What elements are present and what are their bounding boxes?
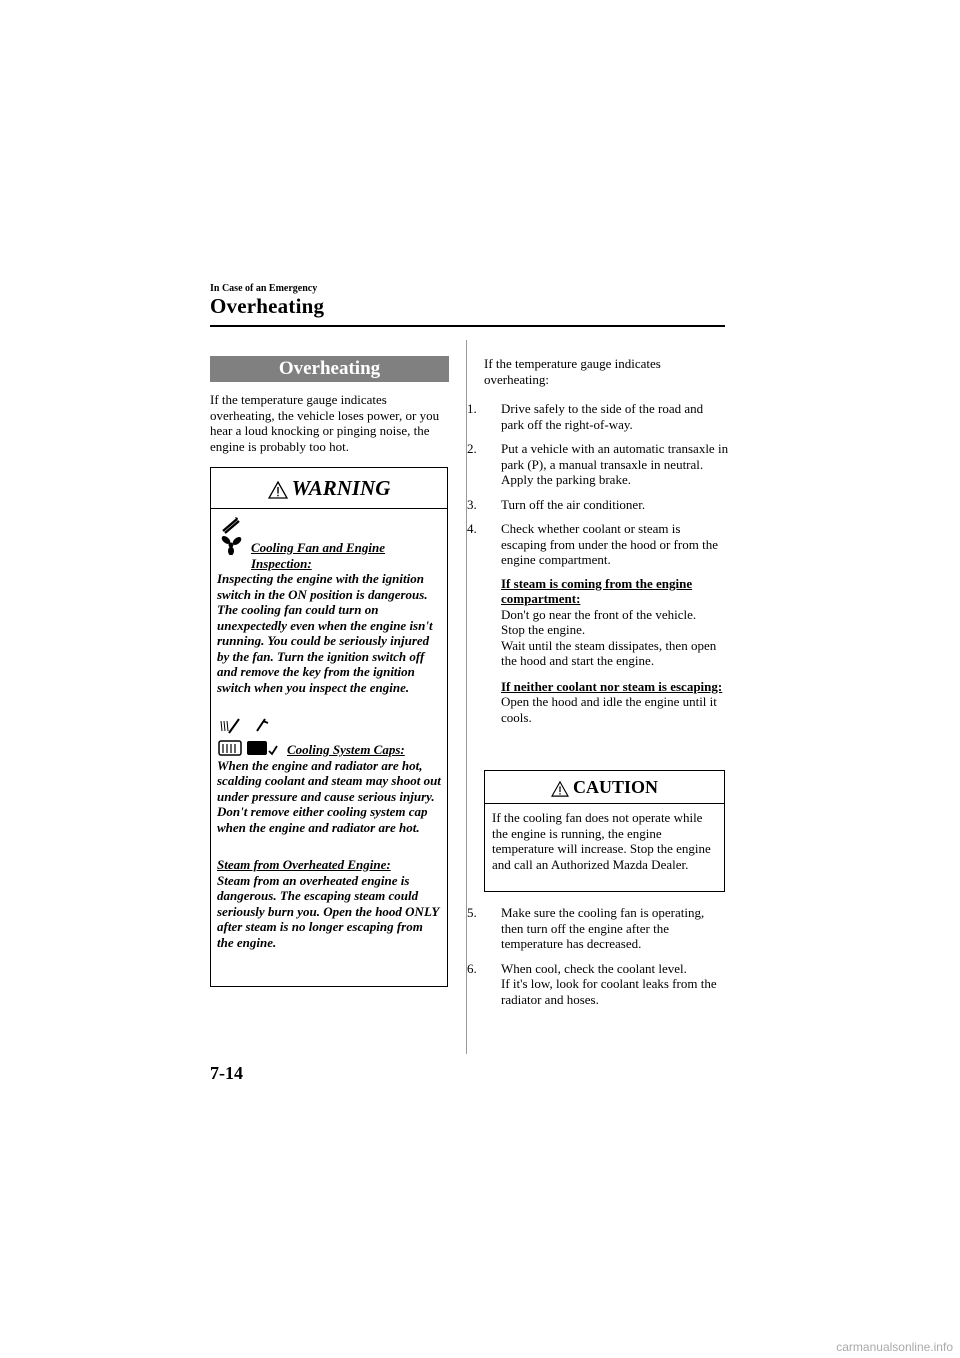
warning-item-fan (217, 515, 442, 695)
step-item (467, 441, 729, 488)
step-number: 6. (467, 960, 477, 976)
step-extra: Apply the parking brake. (501, 472, 631, 487)
step-item (467, 960, 729, 1008)
steps-list-continued (467, 905, 729, 1016)
right-intro: If the temperature gauge indicates overheating: (484, 356, 661, 387)
step-number: 3. (467, 496, 477, 512)
step-number: 2. (467, 441, 477, 456)
warning-caps-text: When the engine and radiator are hot, scalding coolant and steam may shoot out under pressure and cause serious injury. Don't remove either cooling system cap when the engine and radiator are hot. (217, 757, 441, 835)
sub-heading: If neither coolant nor steam is escaping: (501, 678, 723, 694)
warning-body (211, 509, 447, 950)
sub-line: Wait until the steam dissipates, then open the hood and start the engine. (501, 637, 717, 668)
title-rule (210, 325, 725, 327)
coolant-cap-icon (245, 717, 279, 757)
caution-box (484, 770, 725, 892)
watermark-text: carmanualsonline.info (836, 1340, 953, 1354)
warning-triangle-icon (268, 481, 288, 499)
sub-heading: If steam is coming from the engine compartment: (501, 575, 693, 606)
sub-line: Open the hood and idle the engine until it cools. (501, 694, 717, 725)
warning-label: WARNING (291, 476, 391, 500)
warning-caps-title: Cooling System Caps: (287, 742, 405, 757)
step-extra: If it's low, look for coolant leaks from the radiator and hoses. (501, 976, 717, 1007)
radiator-cap-icon (217, 717, 243, 757)
step-text: When cool, check the coolant level. (501, 960, 687, 976)
warning-header (211, 468, 447, 509)
step-number: 4. (467, 521, 477, 536)
sub-block-steam (484, 576, 729, 669)
caution-triangle-icon (551, 781, 569, 797)
step-item (467, 401, 729, 432)
step-text: Turn off the air conditioner. (501, 496, 646, 512)
caution-label: CAUTION (572, 777, 658, 797)
warning-item-caps (217, 717, 442, 835)
caution-text: If the cooling fan does not operate while the engine is running, the engine temperature will increase. Stop the engine and call an Authorized Mazda Dealer. (492, 810, 711, 872)
step-text: Check whether coolant or steam is escaping from under the hood or from the engine compartment. (501, 521, 718, 567)
sub-line: Don't go near the front of the vehicle. (501, 606, 697, 622)
step-text: Drive safely to the side of the road and park off the right-of-way. (501, 401, 704, 432)
section-heading: Overheating (210, 356, 449, 382)
page-number: 7-14 (210, 1063, 243, 1083)
sub-line: Stop the engine. (501, 622, 586, 637)
steps-list (467, 401, 729, 568)
caution-header (485, 771, 724, 804)
warning-fan-text: Inspecting the engine with the ignition switch in the ON position is dangerous. The cooling fan could turn on unexpectedly even when the engine isn't running. You could be seriously injured by the fan. Turn the ignition switch off and remove the key from the ignition switch when you inspect the engine. (217, 571, 433, 695)
warning-steam-text: Steam from an overheated engine is dangerous. The escaping steam could seriously burn you. Open the hood ONLY after steam is no longer escaping from the engine. (217, 872, 439, 950)
intro-paragraph: If the temperature gauge indicates overheating, the vehicle loses power, or you hear a loud knocking or pinging noise, the engine is probably too hot. (210, 392, 440, 454)
step-number: 5. (467, 905, 477, 920)
sub-block-neither (484, 679, 729, 726)
fan-icon (217, 515, 245, 555)
page-title: Overheating (210, 294, 325, 318)
step-text: Make sure the cooling fan is operating, then turn off the engine after the temperature has decreased. (501, 905, 705, 951)
step-number: 1. (467, 401, 477, 416)
step-item (467, 521, 729, 568)
step-text: Put a vehicle with an automatic transaxle in park (P), a manual transaxle in neutral. (501, 441, 729, 472)
warning-fan-title: Cooling Fan and Engine Inspection: (251, 540, 386, 571)
section-label: In Case of an Emergency (210, 283, 318, 294)
right-column (467, 356, 729, 735)
step-item (467, 905, 729, 952)
warning-steam-title: Steam from Overheated Engine: (217, 857, 391, 872)
warning-item-steam (217, 857, 442, 950)
warning-box (210, 467, 448, 987)
step-item (467, 496, 729, 513)
